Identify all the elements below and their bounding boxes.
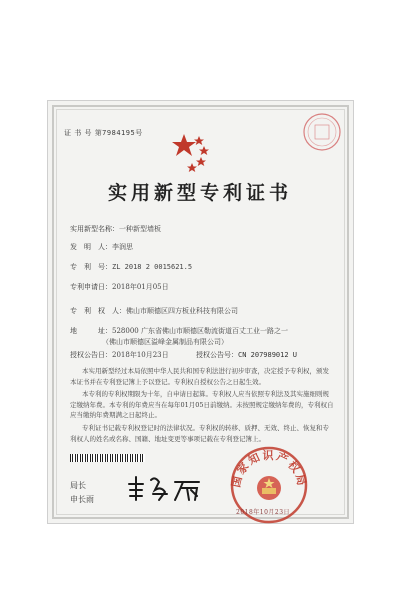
field-grant-date: 授权公告日：2018年10月23日 [70,351,169,359]
certificate-title: 实用新型专利证书 [107,182,292,204]
signature-title: 局长 [70,481,86,490]
paragraph-term: 本专利的专利权期限为十年，自申请日起算。专利权人应当依照专利法及其实施细则规定缴纳年费。本专利的年费应当在每年01月05日前缴纳。未按照规定缴纳年费的，专利权自应当缴纳年费期满之日起终止。 [70,390,334,419]
field-patent-number: 专 利 号：ZL 2018 2 0015621.5 [70,263,193,271]
certificate-number-label: 证 书 号 [64,129,92,137]
paragraph-grant: 本实用新型经过本局依照中华人民共和国专利法进行初步审查，决定授予专利权，颁发本证书并在专利登记簿上予以登记。专利权自授权公告之日起生效。 [70,367,329,386]
anti-counterfeit-stamp-icon [298,108,346,164]
field-application-date: 专利申请日：2018年01月05日 [70,283,169,291]
field-patentee: 专 利 权 人：佛山市顺德区四方板业科技有限公司 [70,307,238,315]
stars-emblem-icon [168,130,212,172]
seal-date: 2018年10月23日 [236,509,291,516]
field-utility-model-name: 实用新型名称：一种新型墙板 [70,225,161,233]
certificate-number-value: 第7984195号 [94,129,143,137]
barcode [70,454,145,462]
certificate-number [64,128,143,138]
signature-name-print: 申长雨 [70,495,94,504]
paragraph-legal-status: 专利证书记载专利权登记时的法律状况。专利权的转移、质押、无效、终止、恢复和专利权人的姓名或名称、国籍、地址变更等事项记载在专利登记簿上。 [70,424,329,443]
handwritten-signature [125,472,205,504]
seal-text: 国家知识产权局 [229,449,309,489]
field-announcement-number: 授权公告号：CN 207989012 U [196,351,298,359]
field-address-line2: （佛山市顺德区溢峰金属制品有限公司） [102,338,228,346]
national-emblem-icon [257,476,281,500]
field-inventor: 发 明 人：李润思 [70,243,133,251]
field-address: 地 址：528000 广东省佛山市顺德区勒流街道百丈工业一路之一 [70,327,288,335]
